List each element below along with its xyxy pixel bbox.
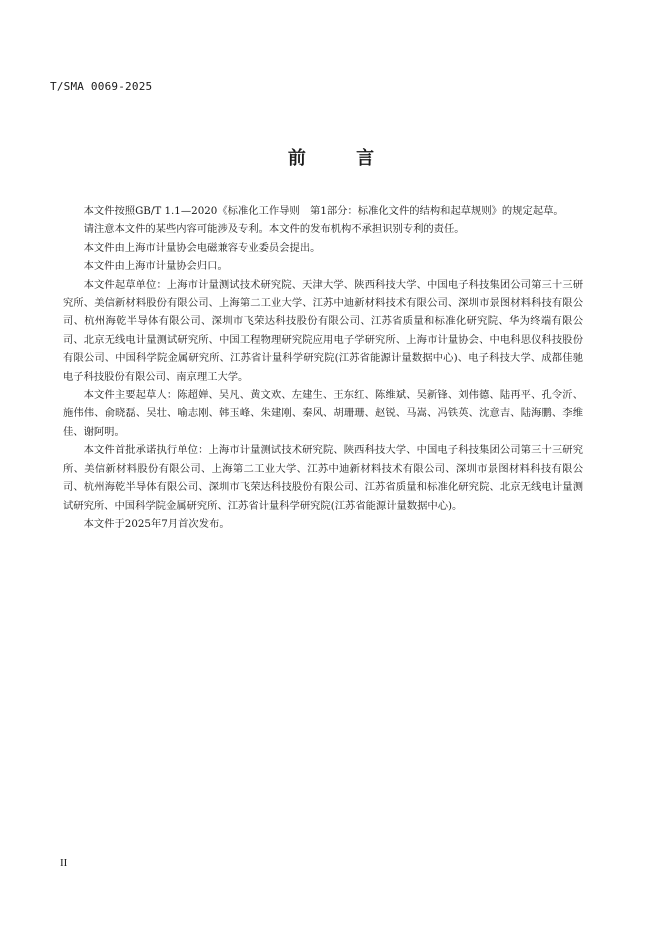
paragraph-drafting-units: 本文件起草单位：上海市计量测试技术研究院、天津大学、陕西科技大学、中国电子科技集团公司第三十三研究所、美信新材料股份有限公司、上海第二工业大学、江苏中迪新材料技术有限公司、深圳市景图材料科技有限公司、杭州海乾半导体有限公司、深圳市飞荣达科技股份有限公司、江苏省质量和标准化研究院、华为终端有限公司、北京无线电计量测试研究所、中国工程物理研究院应用电子学研究所、上海市计量协会、中电科思仪科技股份有限公司、中国科学院金属研究所、江苏省计量科学研究院(江苏省能源计量数据中心)、电子科技大学、成都佳驰电子科技股份有限公司、南京理工大学。: [63, 278, 583, 383]
paragraph-first-implementers: 本文件首批承诺执行单位：上海市计量测试技术研究院、陕西科技大学、中国电子科技集团公司第三十三研究所、美信新材料股份有限公司、上海第二工业大学、江苏中迪新材料技术有限公司、深圳市景图材料科技有限公司、杭州海乾半导体有限公司、深圳市飞荣达科技股份有限公司、江苏省质量和标准化研究院、北京无线电计量测试研究所、中国科学院金属研究所、江苏省计量科学研究院(江苏省能源计量数据中心)。: [63, 444, 583, 512]
paragraph-patent-notice: 请注意本文件的某些内容可能涉及专利。本文件的发布机构不承担识别专利的责任。: [83, 223, 465, 236]
paragraph-proposer: 本文件由上海市计量协会电磁兼容专业委员会提出。: [83, 241, 321, 254]
page-number: II: [60, 857, 68, 869]
paragraph-centralized-unit: 本文件由上海市计量协会归口。: [83, 260, 228, 273]
paragraph-drafting-rules: 本文件按照GB/T 1.1—2020《标准化工作导则 第1部分：标准化文件的结构和起草规则》的规定起草。: [83, 205, 564, 217]
foreword-body: [63, 202, 583, 533]
paragraph-main-drafters: 本文件主要起草人：陈超婵、吴凡、黄文欢、左建生、王东红、陈维斌、吴新锋、刘伟德、陆再平、孔令沂、施伟伟、俞晓磊、吴壮、喻志刚、韩玉峰、朱建刚、秦风、胡珊珊、赵锐、马嵩、冯铁英、沈意吉、陆海鹏、李维佳、谢阿明。: [63, 389, 583, 438]
paragraph-release-date: 本文件于2025年7月首次发布。: [83, 517, 230, 530]
document-code: T/SMA 0069-2025: [50, 80, 153, 93]
page-title: 前 言: [287, 148, 397, 169]
